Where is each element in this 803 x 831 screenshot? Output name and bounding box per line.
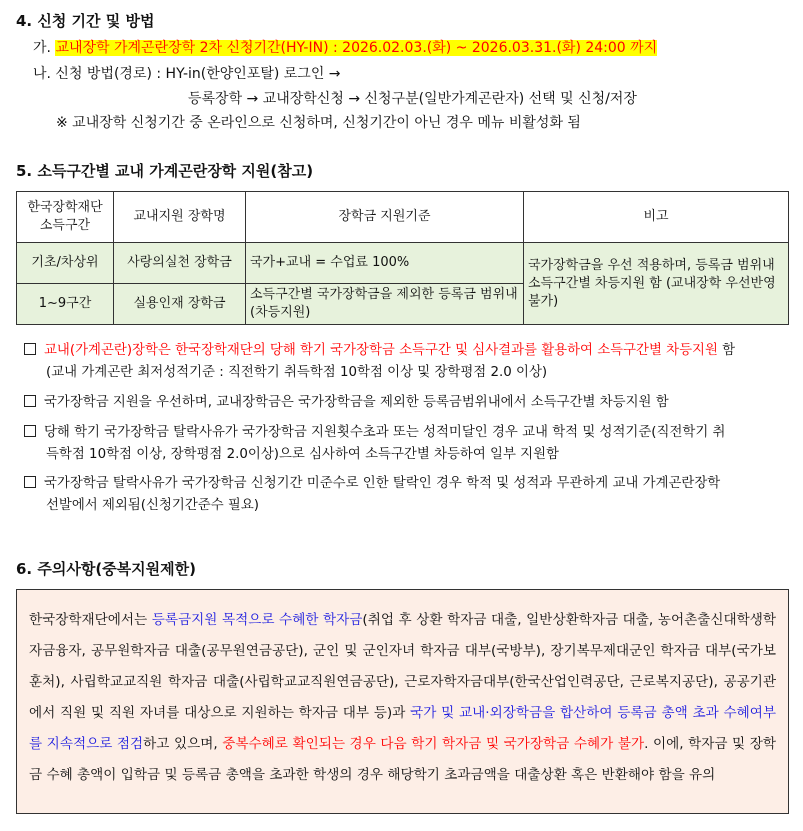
row1-criteria: 국가+교내 = 수업료 100% bbox=[246, 243, 524, 284]
checkbox-square-icon bbox=[24, 395, 36, 407]
header-scholarship-name: 교내지원 장학명 bbox=[114, 192, 246, 243]
row2-name: 실용인재 장학금 bbox=[114, 284, 246, 325]
remark-cell: 국가장학금을 우선 적용하며, 등록금 범위내 소득구간별 차등지원 함 (교내장학 우선반영 불가) bbox=[524, 243, 789, 325]
period-prefix: 가. bbox=[33, 40, 56, 56]
bullet-4-line-1: 국가장학금 탈락사유가 국가장학금 신청기간 미준수로 인한 탈락인 경우 학적 및 성적과 무관하게 교내 가계곤란장학 bbox=[44, 476, 721, 491]
table-header-row bbox=[17, 192, 789, 243]
bullet-2 bbox=[24, 392, 789, 414]
row1-bracket: 기초/차상위 bbox=[17, 243, 114, 284]
bullet-1-red: 교내(가계곤란)장학은 한국장학재단의 당해 학기 국가장학금 소득구간 및 심사결과를 활용하여 소득구간별 차등지원 bbox=[44, 343, 718, 358]
checkbox-square-icon bbox=[24, 476, 36, 488]
bullet-4 bbox=[24, 473, 789, 517]
row2-criteria: 소득구간별 국가장학금을 제외한 등록금 범위내(차등지원) bbox=[246, 284, 524, 325]
caution-part-5: 하고 있으며, bbox=[143, 736, 223, 752]
bullet-4-line-2: 선발에서 제외됨(신청기간준수 필요) bbox=[46, 498, 259, 513]
bullet-1-sub: (교내 가계곤란 최저성적기준 : 직전학기 취득학점 10학점 이상 및 장학평점 2.0 이상) bbox=[46, 365, 548, 380]
table-row bbox=[17, 243, 789, 284]
row2-bracket: 1~9구간 bbox=[17, 284, 114, 325]
caution-part-3: (취업 후 상환 학자금 대출, 일반상환학자금 대출, 농어촌출신대학생학자금융자, 공무원학자금 대출(공무원연금공단), 군인 및 군인자녀 학자금 대부(국방부), 장기복무제대군인 학자금 대부(국가보훈처), 사립학교교직원 학자금 대출(사립학교교직원연금공단), 근로자학자금대부(한국산업인력공단, 근로복지공단), 공공기관에서 직원 및 직원 자녀를 대상으로 지원하는 학자금 대부 등)과 bbox=[29, 612, 776, 721]
period-line bbox=[33, 37, 657, 57]
method-line-1: 나. 신청 방법(경로) : HY-in(한양인포탈) 로그인 → bbox=[33, 66, 341, 82]
section-4-title: 4. 신청 기간 및 방법 bbox=[16, 12, 155, 30]
bullet-1 bbox=[24, 340, 789, 384]
caution-part-2: 등록금지원 목적으로 수혜한 학자금 bbox=[151, 612, 363, 628]
header-remark: 비고 bbox=[524, 192, 789, 243]
header-income-bracket: 한국장학재단 소득구간 bbox=[17, 192, 114, 243]
bullet-3-line-2: 득학점 10학점 이상, 장학평점 2.0이상)으로 심사하여 소득구간별 차등하여 일부 지원함 bbox=[46, 447, 559, 462]
row1-name: 사랑의실천 장학금 bbox=[114, 243, 246, 284]
period-highlight: 교내장학 가계곤란장학 2차 신청기간(HY-IN) : 2026.02.03.(화) ~ 2026.03.31.(화) 24:00 까지 bbox=[55, 40, 658, 56]
header-criteria: 장학금 지원기준 bbox=[246, 192, 524, 243]
bullet-3-line-1: 당해 학기 국가장학금 탈락사유가 국가장학금 지원횟수초과 또는 성적미달인 경우 교내 학적 및 성적기준(직전학기 취 bbox=[44, 425, 726, 440]
method-line-2: 등록장학 → 교내장학신청 → 신청구분(일반가계곤란자) 선택 및 신청/저장 bbox=[188, 91, 637, 107]
bullet-3 bbox=[24, 422, 789, 466]
caution-part-4: 국가 및 교내·외장학금을 합산하여 등록금 총액 초과 수혜여부를 지속적으로 점검 bbox=[29, 705, 776, 752]
checkbox-square-icon bbox=[24, 343, 36, 355]
income-table bbox=[16, 191, 789, 325]
caution-text bbox=[17, 590, 788, 791]
bullet-2-text: 국가장학금 지원을 우선하며, 교내장학금은 국가장학금을 제외한 등록금범위내에서 소득구간별 차등지원 함 bbox=[44, 395, 669, 410]
caution-part-1: 한국장학재단에서는 bbox=[29, 612, 152, 628]
section-5-title: 5. 소득구간별 교내 가계곤란장학 지원(참고) bbox=[16, 162, 314, 180]
section-6-title: 6. 주의사항(중복지원제한) bbox=[16, 560, 196, 578]
online-note: ※ 교내장학 신청기간 중 온라인으로 신청하며, 신청기간이 아닌 경우 메뉴 비활성화 됨 bbox=[56, 115, 581, 131]
bullet-1-tail: 함 bbox=[717, 343, 736, 358]
caution-box bbox=[16, 589, 789, 814]
caution-part-7: . 이에, 학자금 및 장학금 수혜 총액이 입학금 및 등록금 총액을 초과한 학생의 경우 해당학기 초과금액을 대출상환 혹은 반환해야 함을 유의 bbox=[29, 736, 776, 783]
checkbox-square-icon bbox=[24, 425, 36, 437]
caution-part-6: 중복수혜로 확인되는 경우 다음 학기 학자금 및 국가장학금 수혜가 불가 bbox=[222, 736, 645, 752]
